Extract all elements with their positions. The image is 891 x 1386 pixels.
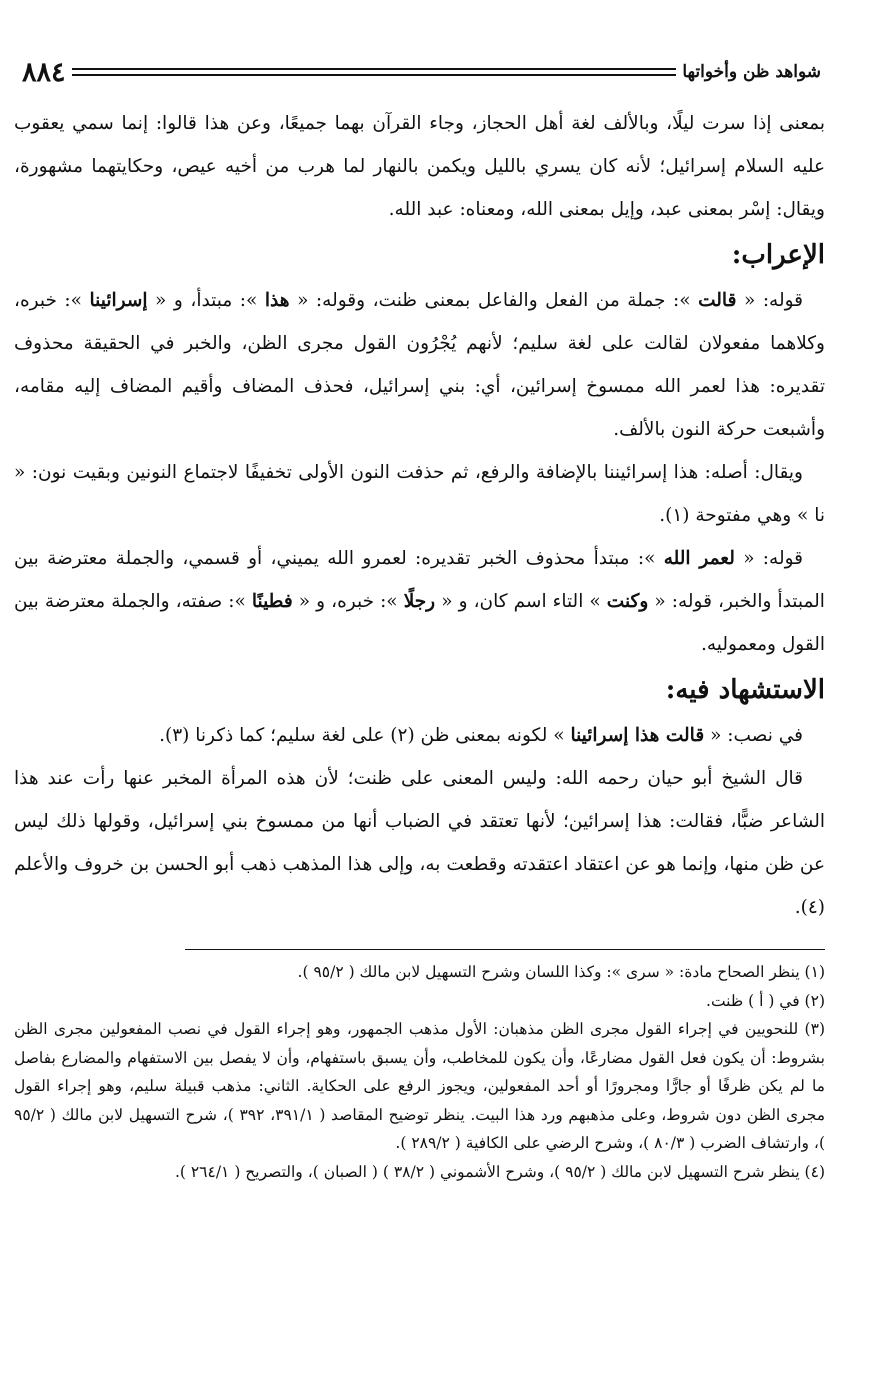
quoted-word: فطينًا (251, 591, 293, 612)
page-number: ٨٨٤ (22, 56, 66, 88)
text-span: » لكونه بمعنى ظن (٢) على لغة سليم؛ كما ذكرنا (٣). (159, 725, 565, 746)
footnote-4: (٤) ينظر شرح التسهيل لابن مالك ( ٩٥/٢ )، وشرح الأشموني ( ٣٨/٢ ) ( الصبان )، والتصريح ( ٢٦٤/١ ). (174, 1162, 825, 1181)
text-span: »: خبره، وكلاهما مفعولان لقالت على لغة سليم؛ لأنهم يُجْرُون القول مجرى الظن، والخبر في الحقيقة محذوف تقديره: هذا لعمر الله ممسوخ إسرائين، أي: بني إسرائيل، فحذف المضاف وأقيم المضاف إليه مقامه، وأشبعت حركة النون بالألف. (14, 290, 825, 440)
quoted-word: هذا (264, 290, 290, 311)
footnote-1: (١) ينظر الصحاح مادة: « سرى »: وكذا اللسان وشرح التسهيل لابن مالك ( ٩٥/٢ ). (297, 963, 825, 981)
quoted-word: إسرائينا (89, 290, 148, 311)
quoted-word: رجلًا (403, 591, 436, 612)
text-span: »: صفته، والجملة معترضة بين القول ومعموليه. (14, 591, 825, 655)
irab-paragraph-1 (14, 279, 825, 451)
text-span: » التاء اسم كان، و « (441, 591, 601, 612)
irab-paragraph-3 (14, 537, 825, 666)
intro-paragraph: بمعنى إذا سرت ليلًا، وبالألف لغة أهل الحجاز، وجاء القرآن بهما جميعًا، وعن هذا قالوا: إنما سمي يعقوب عليه السلام إسرائيل؛ لأنه كان يسري بالليل ويكمن بالنهار لما هرب من أخيه عيص، وحكايتهما مشهورة، ويقال: إسْر بمعنى عبد، وإيل بمعنى الله، ومعناه: عبد الله. (14, 113, 825, 220)
footnotes (14, 958, 825, 1186)
text-span: »: خبره، و « (298, 591, 398, 612)
text-span: »: مبتدأ محذوف الخبر تقديره: لعمرو الله يميني، أو قسمي، والجملة معترضة بين المبتدأ والخبر، قوله: « (14, 548, 825, 612)
footnote-separator (185, 949, 825, 950)
quoted-phrase: قالت هذا إسرائينا (570, 725, 705, 746)
footnote-2: (٢) في ( أ ) ظنت. (706, 991, 825, 1010)
irab-paragraph-2: ويقال: أصله: هذا إسرائيننا بالإضافة والرفع، ثم حذفت النون الأولى تخفيفًا لاجتماع النونين وبقيت نون: « نا » وهي مفتوحة (١). (14, 462, 825, 526)
text-span: قوله: « (743, 548, 803, 569)
istishhad-paragraph-1 (14, 714, 825, 757)
quoted-word: وكنت (606, 591, 649, 612)
text-span: في نصب: « (710, 725, 803, 746)
text-span: قوله: « (743, 290, 804, 311)
footnote-3: (٣) للنحويين في إجراء القول مجرى الظن مذهبان: الأول مذهب الجمهور، وهو إجراء القول في نصب المفعولين مجرى الظن بشروط: أن يكون فعل القول مضارعًا، وأن يكون للمخاطب، وأن يسبق باستفهام، وأن لا يفصل بين الاستفهام والمضارع بفاصل ما لم يكن ظرفًا أو جارًّا ومجرورًا أو أحد المفعولين، ويجوز الرفع على الحكاية. الثاني: مذهب قبيلة سليم، وهو إجراء القول مجرى الظن دون شروط، وعلى مذهبهم ورد هذا البيت. ينظر توضيح المقاصد ( ٣٩١/١، ٣٩٢ )، شرح التسهيل لابن مالك ( ٩٥/٢ )، وارتشاف الضرب ( ٨٠/٣ )، وشرح الرضي على الكافية ( ٢٨٩/٢ ). (14, 1020, 825, 1152)
istishhad-paragraph-2: قال الشيخ أبو حيان رحمه الله: وليس المعنى على ظنت؛ لأن هذه المرأة المخبر عنها رأت عند هذا الشاعر ضبًّا، فقالت: هذا إسرائين؛ لأنها تعتقد في الضباب أنها من ممسوخ بني إسرائيل، وقولها ذلك ليس عن ظن منها، وإنما هو عن اعتقاد اعتقدته وقطعت به، وإلى هذا المذهب ذهب أبو الحسن بن خروف والأعلم (٤). (14, 768, 825, 918)
irab-heading: الإعراب: (731, 240, 825, 270)
quoted-word: لعمر الله (663, 548, 735, 569)
text-span: »: جملة من الفعل والفاعل بمعنى ظنت، وقوله: « (297, 290, 691, 311)
quoted-word: قالت (698, 290, 737, 311)
istishhad-heading: الاستشهاد فيه: (665, 675, 825, 705)
header-double-rule (72, 68, 677, 76)
text-span: »: مبتدأ، و « (155, 290, 258, 311)
running-title: شواهد ظن وأخواتها (682, 62, 821, 82)
page-header (14, 52, 825, 92)
